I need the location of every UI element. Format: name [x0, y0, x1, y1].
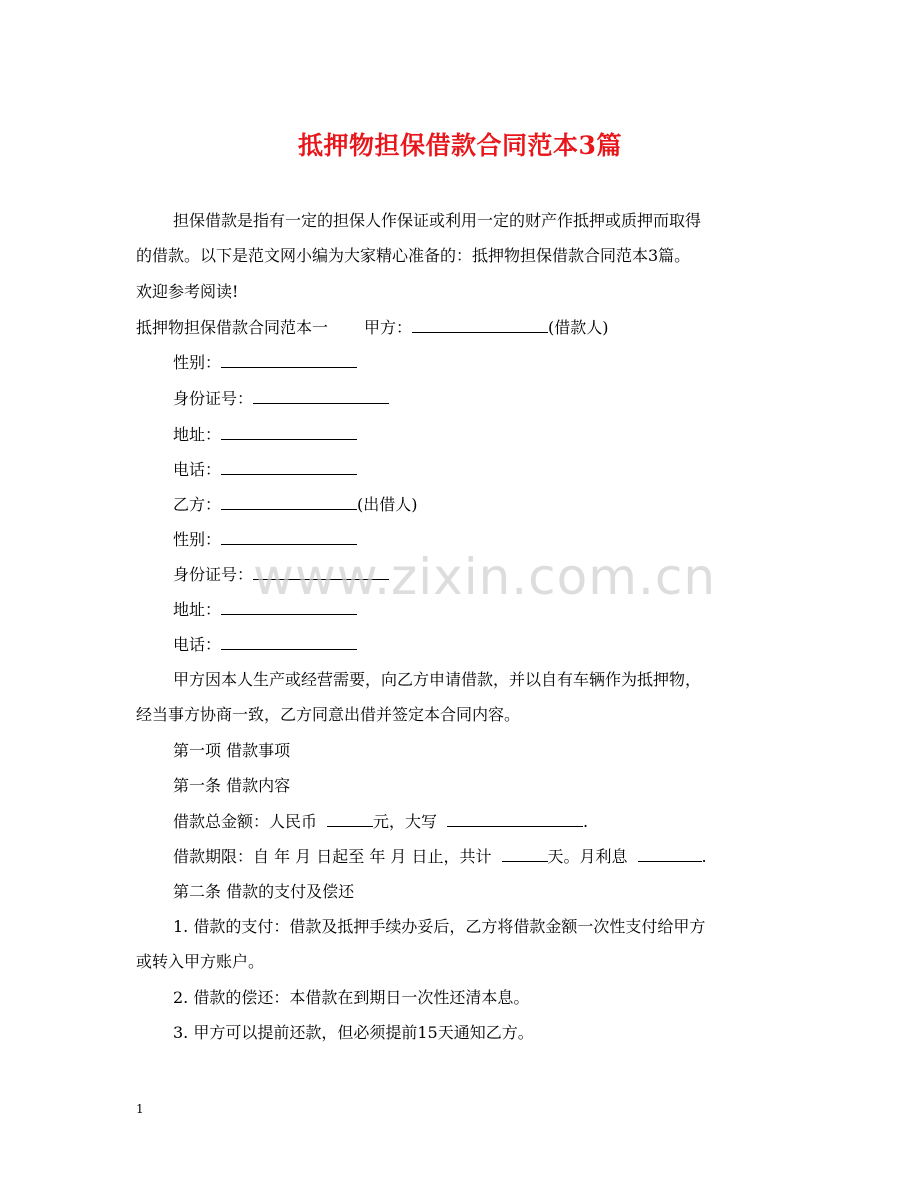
party-b-gender-blank: [221, 530, 357, 545]
loan-amount-row: [173, 812, 588, 832]
party-b-gender-row: [173, 530, 357, 550]
party-a-id-row: [173, 389, 389, 409]
loan-amount-prefix: 借款总金额：人民币: [173, 812, 318, 831]
loan-amount-blank: [327, 812, 373, 827]
purpose-line-2: 经当事方协商一致，乙方同意出借并签定本合同内容。: [136, 705, 521, 724]
party-b-id-label: 身份证号：: [173, 565, 254, 584]
party-b-phone-row: [173, 635, 357, 655]
page-number: 1: [136, 1102, 144, 1116]
loan-amount-words-blank: [447, 812, 583, 827]
party-a-gender-label: 性别：: [173, 353, 222, 372]
party-a-name-blank: [412, 318, 548, 333]
loan-term-end: .: [701, 847, 707, 866]
party-b-phone-label: 电话：: [173, 635, 222, 654]
party-b-name-blank: [221, 495, 357, 510]
item-1-line-1: 1. 借款的支付：借款及抵押手续办妥后，乙方将借款金额一次性支付给甲方: [173, 917, 706, 936]
contract-heading: 抵押物担保借款合同范本一: [136, 318, 329, 337]
watermark: www.zixin.com.cn: [253, 548, 717, 606]
loan-term-row: [173, 847, 707, 867]
party-a-phone-label: 电话：: [173, 460, 222, 479]
loan-amount-end: .: [583, 812, 589, 831]
item-2: 2. 借款的偿还：本借款在到期日一次性还清本息。: [173, 988, 530, 1007]
item-3: 3. 甲方可以提前还款，但必须提前15天通知乙方。: [173, 1023, 534, 1042]
intro-line-3: 欢迎参考阅读!: [136, 282, 239, 301]
purpose-line-1: 甲方因本人生产或经营需要，向乙方申请借款，并以自有车辆作为抵押物，: [173, 670, 702, 689]
party-a-phone-row: [173, 460, 357, 480]
article-2-heading: 第二条 借款的支付及偿还: [173, 882, 355, 901]
party-a-address-row: [173, 425, 357, 445]
party-a-gender-blank: [221, 353, 357, 368]
party-b-label: 乙方：: [173, 495, 222, 514]
party-a-role: (借款人): [548, 318, 609, 337]
party-b-row: [173, 495, 418, 515]
document-title: 抵押物担保借款合同范本3篇: [298, 131, 622, 160]
loan-term-unit: 天。月利息: [547, 847, 628, 866]
party-b-role: (出借人): [357, 495, 418, 514]
loan-days-blank: [502, 847, 548, 862]
article-1-heading: 第一条 借款内容: [173, 776, 291, 795]
loan-amount-unit: 元，大写: [373, 812, 438, 831]
party-b-phone-blank: [221, 635, 357, 650]
monthly-interest-blank: [638, 847, 702, 862]
section-1-heading: 第一项 借款事项: [173, 741, 291, 760]
intro-line-1: 担保借款是指有一定的担保人作保证或利用一定的财产作抵押或质押而取得: [173, 211, 702, 230]
party-a-address-blank: [221, 425, 357, 440]
party-a-address-label: 地址：: [173, 425, 222, 444]
party-b-gender-label: 性别：: [173, 530, 222, 549]
party-b-address-label: 地址：: [173, 600, 222, 619]
party-a-id-label: 身份证号：: [173, 389, 254, 408]
party-a-label: 甲方：: [364, 318, 413, 337]
party-a-id-blank: [253, 389, 389, 404]
party-a-heading-row: [136, 318, 609, 338]
item-1-line-2: 或转入甲方账户。: [136, 952, 265, 971]
party-a-gender-row: [173, 353, 357, 373]
loan-term-prefix: 借款期限：自 年 月 日起至 年 月 日止，共计: [173, 847, 492, 866]
party-a-phone-blank: [221, 460, 357, 475]
intro-line-2: 的借款。以下是范文网小编为大家精心准备的：抵押物担保借款合同范本3篇。: [136, 246, 691, 265]
